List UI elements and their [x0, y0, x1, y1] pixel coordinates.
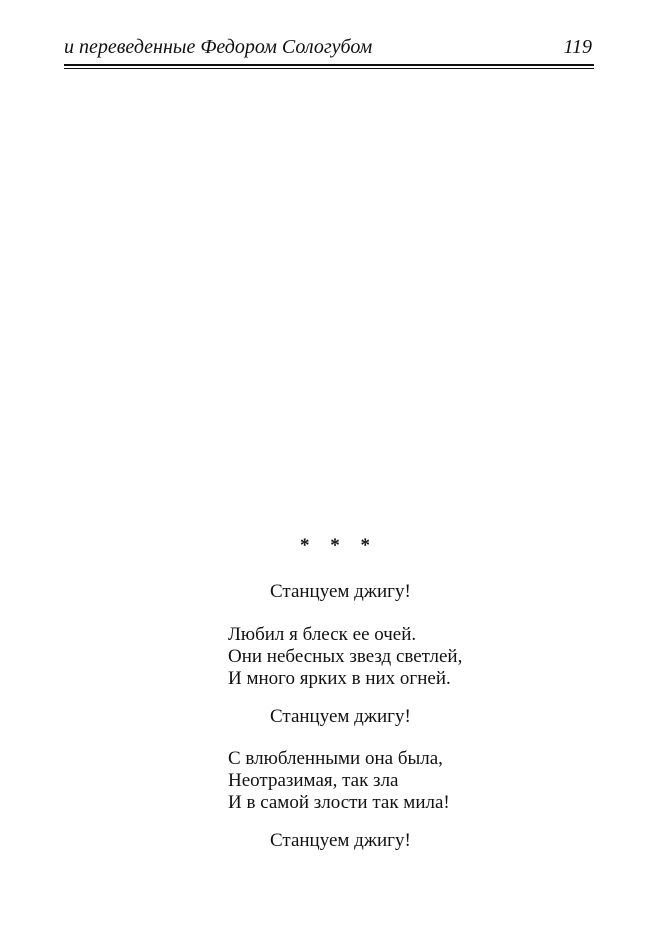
header-rule-top — [64, 64, 594, 66]
verse-line: Любил я блеск ее очей. — [228, 624, 417, 645]
page-number: 119 — [563, 36, 592, 58]
header-rule-bottom — [64, 68, 594, 69]
verse-line: Они небесных звезд светлей, — [228, 646, 463, 667]
refrain-line: Станцуем джигу! — [270, 581, 411, 602]
verse-line: Неотразимая, так зла — [228, 770, 399, 791]
verse-line: И много ярких в них огней. — [228, 668, 451, 689]
verse-line: С влюбленными она была, — [228, 748, 443, 769]
refrain-line: Станцуем джигу! — [270, 706, 411, 727]
verse-line: И в самой злости так мила! — [228, 792, 450, 813]
running-title: и переведенные Федором Сологубом — [64, 36, 373, 58]
stanza-2 — [228, 748, 450, 814]
refrain-line: Станцуем джигу! — [270, 830, 411, 851]
section-separator: * * * — [300, 535, 378, 556]
stanza-1 — [228, 624, 462, 690]
running-head — [64, 34, 594, 64]
